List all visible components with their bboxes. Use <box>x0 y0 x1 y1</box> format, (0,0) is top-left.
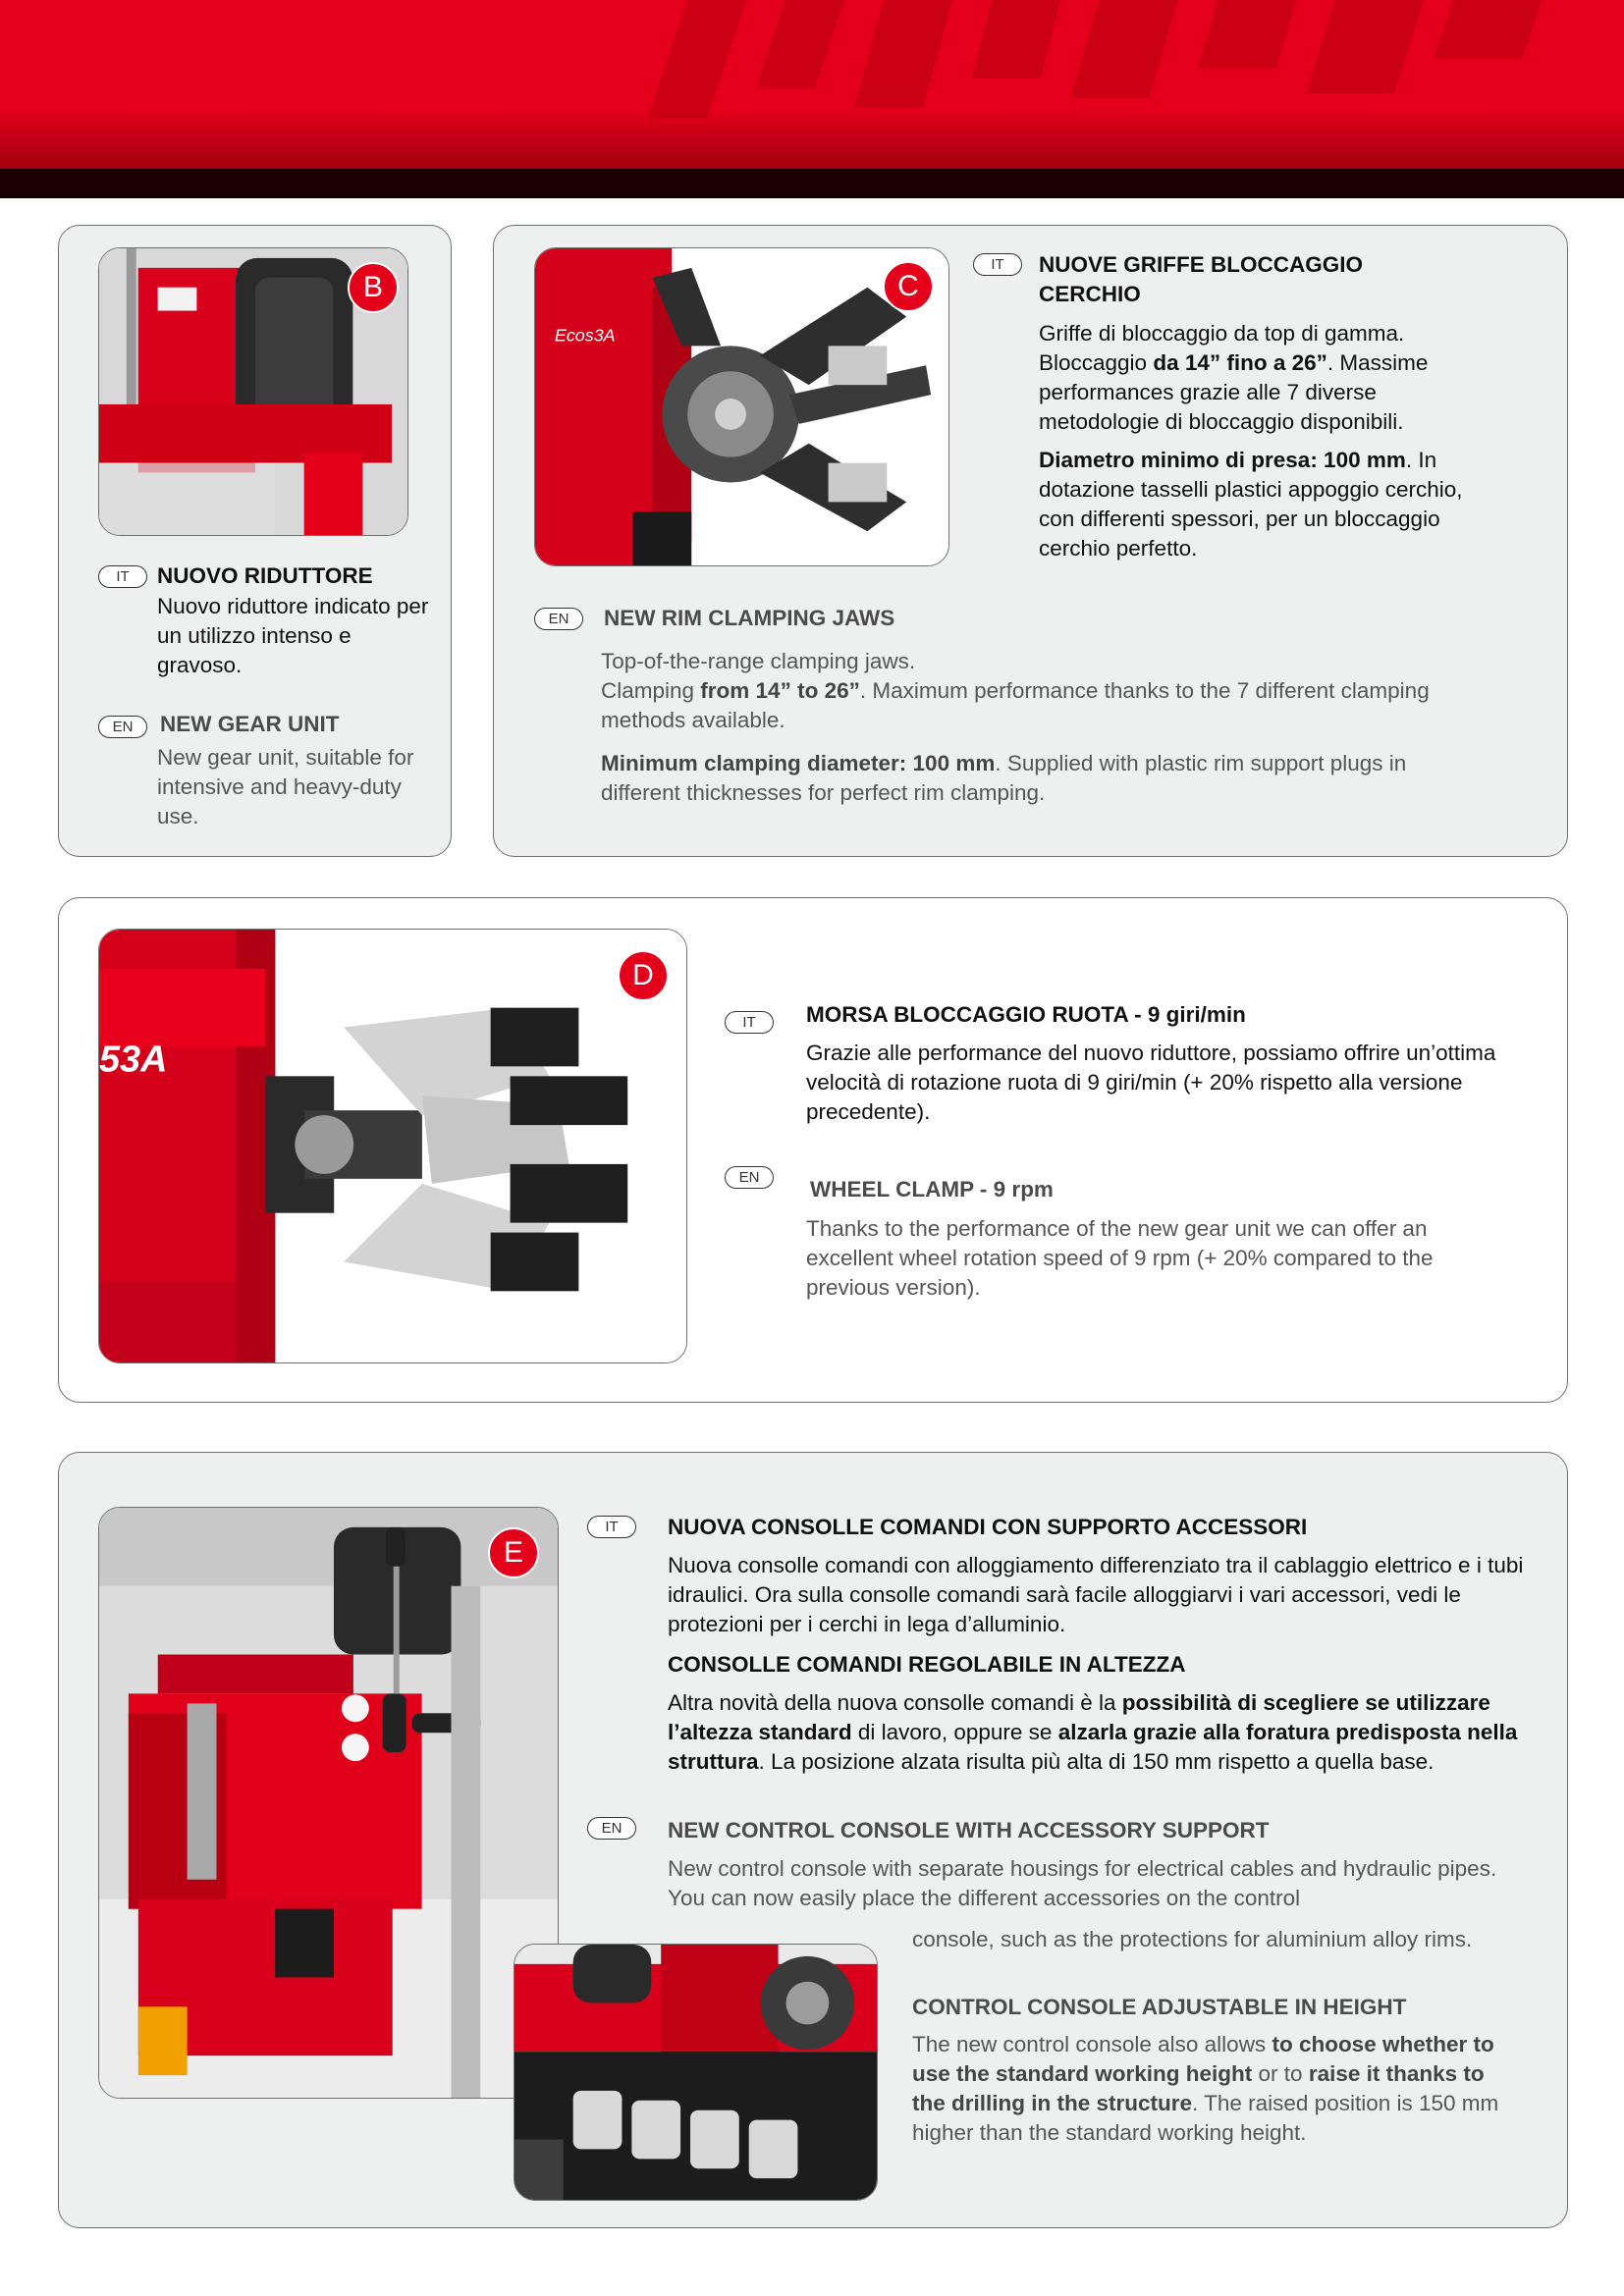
gear-unit-text-it: Nuovo riduttore indicato per un utilizzo intenso e gravoso. <box>157 594 429 677</box>
tire-tread-banner <box>0 0 1624 198</box>
lang-tag-en: EN <box>587 1817 636 1840</box>
section-badge-d: D <box>618 950 669 1001</box>
gear-unit-title-it: NUOVO RIDUTTORE <box>157 563 373 588</box>
jaws-title-it: NUOVE GRIFFE BLOCCAGGIO CERCHIO <box>1039 252 1364 306</box>
console-text-en-2: The new control console also allows to choose whether to use the standard working height or to raise it thanks to the drilling in the structure. The raised position is 150 mm higher than the standard working height. <box>912 2032 1499 2145</box>
section-badge-e: E <box>488 1527 539 1578</box>
wheel-clamp-text-it: Grazie alle performance del nuovo riduttore, possiamo offrire un’ottima velocità di rotazione ruota di 9 giri/min (+ 20% rispetto alla versione precedente). <box>806 1041 1496 1124</box>
jaws-text-en-1: Top-of-the-range clamping jaws. <box>601 649 916 673</box>
lang-tag-en: EN <box>98 716 147 738</box>
machine-logo: 53A <box>99 1039 168 1081</box>
header-banner <box>0 0 1624 198</box>
section-badge-b: B <box>348 262 399 313</box>
gear-unit-title-en: NEW GEAR UNIT <box>160 712 340 736</box>
wheel-clamp-text-en: Thanks to the performance of the new gear unit we can offer an excellent wheel rotation speed of 9 rpm (+ 20% compared to the previous version). <box>806 1216 1434 1300</box>
jaws-text-en-3: Minimum clamping diameter: 100 mm. Supplied with plastic rim support plugs in different thicknesses for perfect rim clamping. <box>601 751 1407 805</box>
wheel-clamp-title-it: MORSA BLOCCAGGIO RUOTA - 9 giri/min <box>806 1002 1246 1027</box>
lang-tag-it: IT <box>725 1011 774 1034</box>
lang-tag-en: EN <box>534 608 583 630</box>
gear-unit-text-en: New gear unit, suitable for intensive and heavy-duty use. <box>157 745 414 828</box>
lang-tag-en: EN <box>725 1166 774 1189</box>
lang-tag-it: IT <box>98 565 147 588</box>
control-console-photo <box>98 1507 559 2099</box>
jaws-text-it-2: Bloccaggio da 14” fino a 26”. Massime performances grazie alle 7 diverse metodologie di bloccaggio disponibili. <box>1039 350 1429 434</box>
section-badge-c: C <box>883 261 934 312</box>
console-text-it-2: Altra novità della nuova consolle comandi è la possibilità di scegliere se utilizzare l’altezza standard di lavoro, oppure se alzarla grazie alla foratura predisposta nella struttura. La posizione alzata risulta più alta di 150 mm rispetto a quella base. <box>668 1690 1518 1774</box>
wheel-clamp-title-en: WHEEL CLAMP - 9 rpm <box>810 1177 1054 1201</box>
machine-logo: Ecos3A <box>554 325 616 346</box>
console-text-en-1b: console, such as the protections for aluminium alloy rims. <box>912 1927 1473 1951</box>
console-title-it-2: CONSOLLE COMANDI REGOLABILE IN ALTEZZA <box>668 1652 1186 1677</box>
console-text-en-1a: New control console with separate housings for electrical cables and hydraulic pipes. You can now easily place the different accessories on the control <box>668 1856 1497 1910</box>
jaws-text-en-2: Clamping from 14” to 26”. Maximum performance thanks to the 7 different clamping methods available. <box>601 678 1430 732</box>
jaws-text-it-1: Griffe di bloccaggio da top di gamma. <box>1039 321 1405 346</box>
console-text-it-1: Nuova consolle comandi con alloggiamento differenziato tra il cablaggio elettrico e i tubi idraulici. Ora sulla consolle comandi sarà facile alloggiarvi i vari accessori, vedi le protezioni per i cerchi in lega d’alluminio. <box>668 1553 1524 1636</box>
console-title-it-1: NUOVA CONSOLLE COMANDI CON SUPPORTO ACCESSORI <box>668 1515 1308 1539</box>
console-base-photo <box>514 1944 878 2201</box>
console-title-en-2: CONTROL CONSOLE ADJUSTABLE IN HEIGHT <box>912 1995 1407 2019</box>
wheel-clamp-photo <box>98 929 687 1363</box>
lang-tag-it: IT <box>973 253 1022 276</box>
lang-tag-it: IT <box>587 1516 636 1538</box>
jaws-title-en: NEW RIM CLAMPING JAWS <box>604 606 895 630</box>
jaws-text-it-3: Diametro minimo di presa: 100 mm. In dotazione tasselli plastici appoggio cerchio, con differenti spessori, per un bloccaggio cerchio perfetto. <box>1039 448 1463 561</box>
console-title-en-1: NEW CONTROL CONSOLE WITH ACCESSORY SUPPORT <box>668 1818 1270 1842</box>
